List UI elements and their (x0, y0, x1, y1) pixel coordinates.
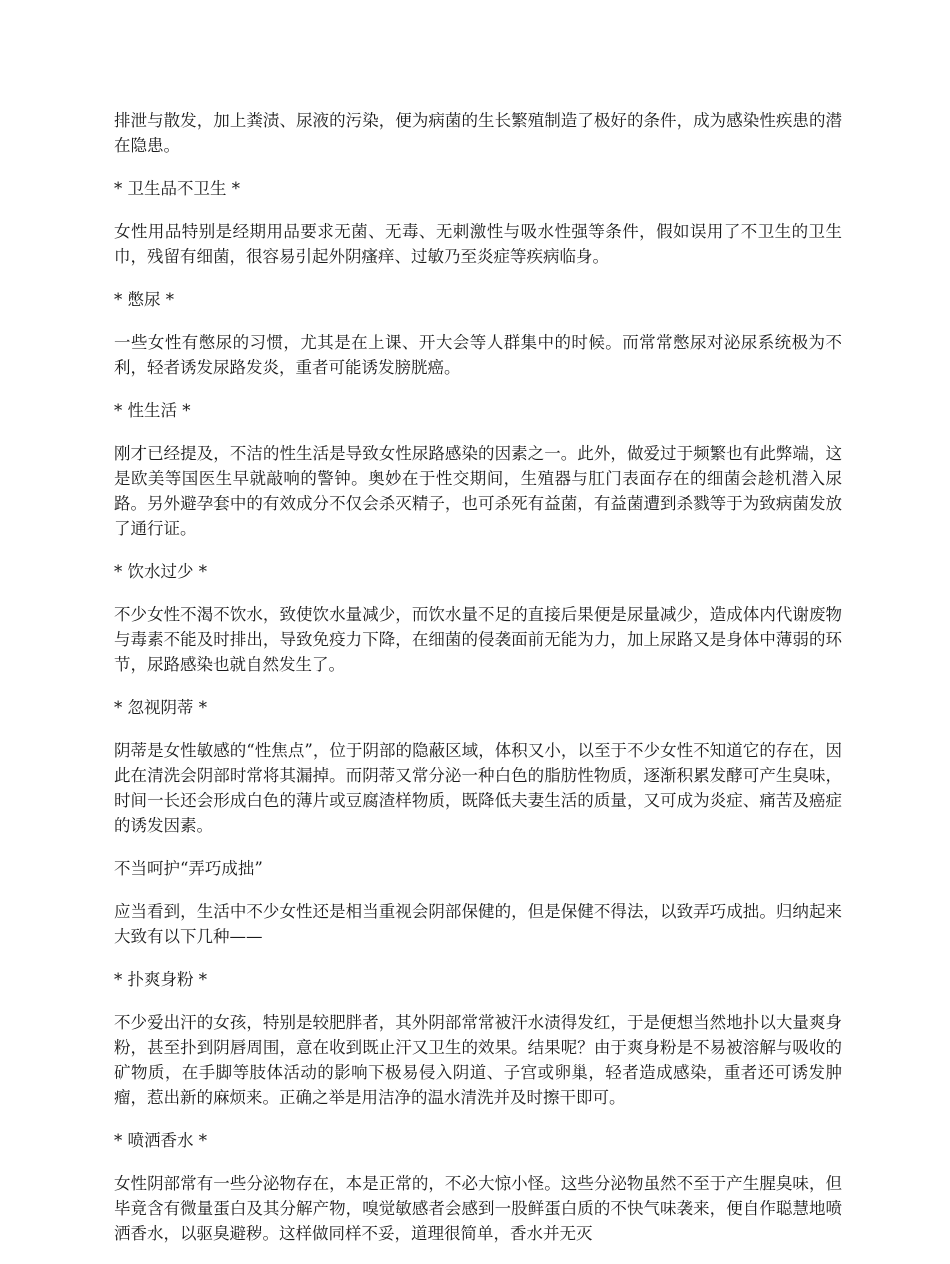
section-heading: * 憋尿 * (114, 290, 174, 309)
document-body (114, 108, 842, 1264)
paragraph: 应当看到，生活中不少女性还是相当重视会阴部保健的，但是保健不得法，以致弄巧成拙。归纳起来大致有以下几种—— (114, 902, 842, 946)
paragraph: 排泄与散发，加上粪渍、尿液的污染，便为病菌的生长繁殖制造了极好的条件，成为感染性疾患的潜在隐患。 (114, 111, 842, 155)
paragraph: 女性阴部常有一些分泌物存在，本是正常的，不必大惊小怪。这些分泌物虽然不至于产生腥臭味，但毕竟含有微量蛋白及其分解产物，嗅觉敏感者会感到一股鲜蛋白质的不快气味袭来，便自作聪慧地喷洒香水，以驱臭避秽。这样做同样不妥，道理很简单，香水并无灭 (114, 1174, 842, 1243)
paragraph: 女性用品特别是经期用品要求无菌、无毒、无刺激性与吸水性强等条件，假如误用了不卫生的卫生巾，残留有细菌，很容易引起外阴瘙痒、过敏乃至炎症等疾病临身。 (114, 222, 842, 266)
section-heading: 不当呵护“弄巧成拙” (114, 859, 263, 878)
section-heading: * 卫生品不卫生 * (114, 179, 240, 198)
paragraph: 刚才已经提及，不洁的性生活是导致女性尿路感染的因素之一。此外，做爱过于频繁也有此弊端，这是欧美等国医生早就敲响的警钟。奥妙在于性交期间，生殖器与肛门表面存在的细菌会趁机潜入尿路。另外避孕套中的有效成分不仅会杀灭精子，也可杀死有益菌，有益菌遭到杀戮等于为致病菌发放了通行证。 (114, 444, 842, 538)
paragraph: 一些女性有憋尿的习惯，尤其是在上课、开大会等人群集中的时候。而常常憋尿对泌尿系统极为不利，轻者诱发尿路发炎，重者可能诱发膀胱癌。 (114, 333, 842, 377)
paragraph: 不少女性不渴不饮水，致使饮水量减少，而饮水量不足的直接后果便是尿量减少，造成体内代谢废物与毒素不能及时排出，导致免疫力下降，在细菌的侵袭面前无能为力，加上尿路又是身体中薄弱的环节，尿路感染也就自然发生了。 (114, 605, 842, 674)
paragraph: 不少爱出汗的女孩，特别是较肥胖者，其外阴部常常被汗水渍得发红，于是便想当然地扑以大量爽身粉，甚至扑到阴唇周围，意在收到既止汗又卫生的效果。结果呢？由于爽身粉是不易被溶解与吸收的矿物质，在手脚等肢体活动的影响下极易侵入阴道、子宫或卵巢，轻者造成感染，重者还可诱发肿瘤，惹出新的麻烦来。正确之举是用洁净的温水清洗并及时擦干即可。 (114, 1013, 842, 1107)
section-heading: * 饮水过少 * (114, 562, 207, 581)
section-heading: * 喷洒香水 * (114, 1131, 207, 1150)
paragraph: 阴蒂是女性敏感的“性焦点”，位于阴部的隐蔽区域，体积又小，以至于不少女性不知道它的存在，因此在清洗会阴部时常将其漏掉。而阴蒂又常分泌一种白色的脂肪性物质，逐渐积累发酵可产生臭味，时间一长还会形成白色的薄片或豆腐渣样物质，既降低夫妻生活的质量，又可成为炎症、痛苦及癌症的诱发因素。 (114, 741, 842, 835)
section-heading: * 扑爽身粉 * (114, 970, 207, 989)
section-heading: * 忽视阴蒂 * (114, 698, 207, 717)
section-heading: * 性生活 * (114, 401, 191, 420)
